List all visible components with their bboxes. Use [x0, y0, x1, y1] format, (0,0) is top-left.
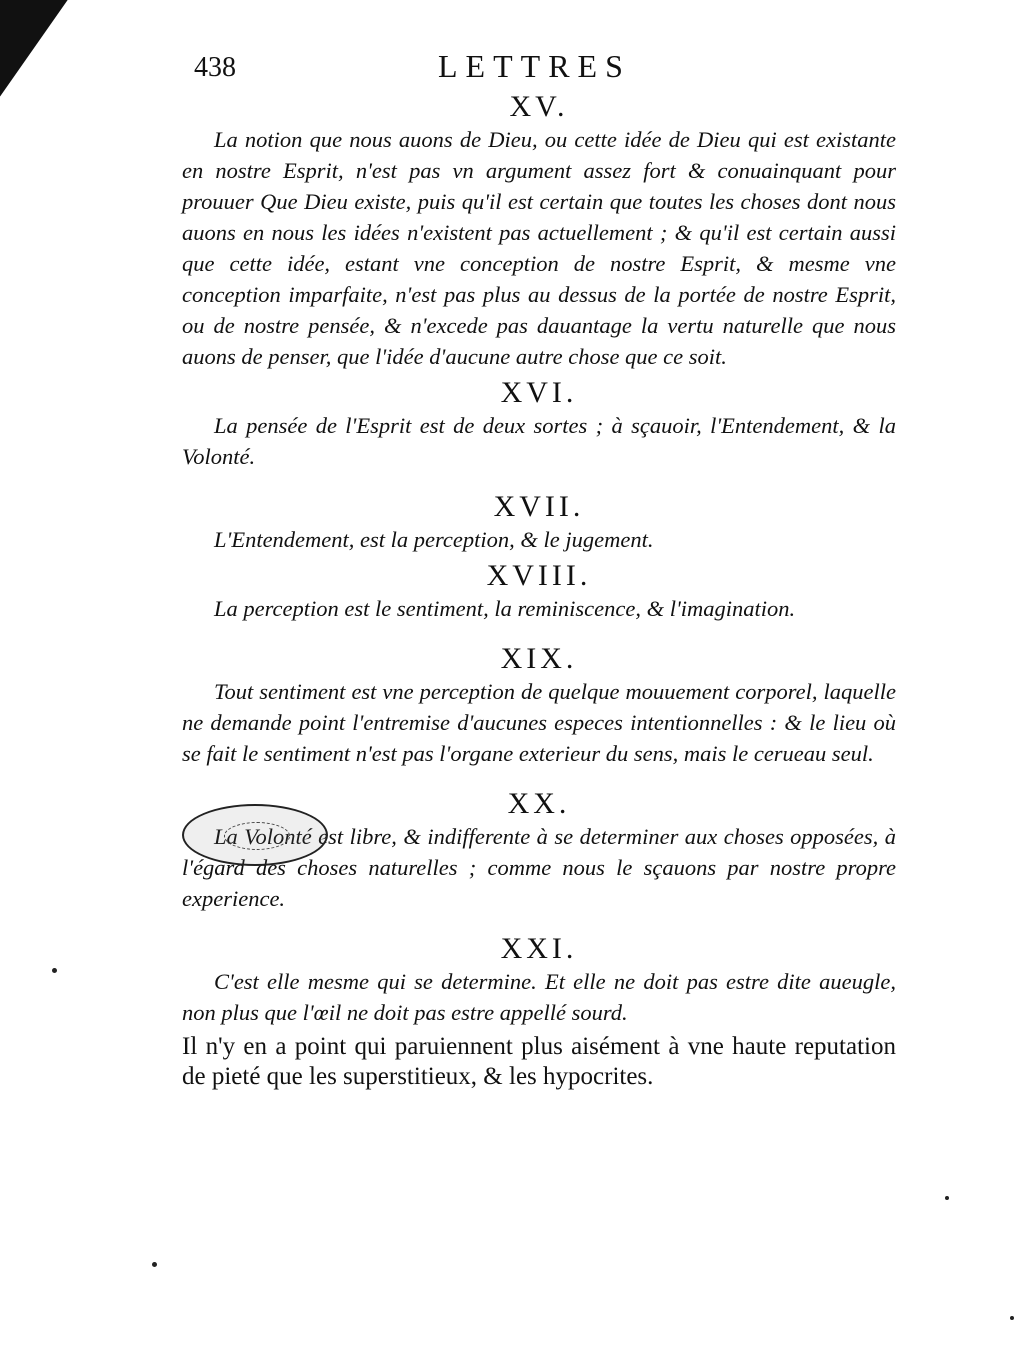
article-text: La perception est le sentiment, la reminiscence, & l'imagination. — [214, 596, 796, 621]
article-text: L'Entendement, est la perception, & le jugement. — [214, 527, 654, 552]
running-title: LETTRES — [438, 48, 631, 84]
paper-speck — [152, 1262, 157, 1267]
article-xxi — [182, 932, 896, 1028]
paper-speck — [1010, 1316, 1014, 1320]
article-xviii — [182, 559, 896, 624]
article-number: XV. — [509, 90, 569, 123]
page-edge-shadow — [0, 0, 69, 96]
article-text: Tout sentiment est vne perception de quelque mouuement corporel, laquelle ne demande point l'entremise d'aucunes especes intentionnelles : & le lieu où se fait le sentiment n'est pas l'organe exterieur du sens, mais le cerueau seul. — [182, 679, 896, 766]
text-column — [182, 46, 896, 1092]
article-xix — [182, 642, 896, 769]
library-stamp — [182, 804, 328, 866]
page-number: 438 — [194, 52, 236, 83]
article-text: C'est elle mesme qui se determine. Et elle ne doit pas estre dite aueugle, non plus que l'œil ne doit pas estre appellé sourd. — [182, 969, 896, 1025]
article-text: La Volonté est libre, & indifferente à se determiner aux choses opposées, à l'égard des choses naturelles ; comme nous le sçauons par nostre propre experience. — [182, 824, 896, 911]
running-head — [182, 46, 896, 90]
article-number: XVII. — [493, 490, 585, 523]
closing-maxim: Il n'y en a point qui paruiennent plus aisément à vne haute reputation de pieté que les superstitieux, & les hypocrites. — [182, 1033, 896, 1090]
article-text: La pensée de l'Esprit est de deux sortes ; à sçauoir, l'Entendement, & la Volonté. — [182, 413, 896, 469]
article-text: La notion que nous auons de Dieu, ou cette idée de Dieu qui est existante en nostre Esprit, n'est pas vn argument assez fort & conuainquant pour prouuer Que Dieu existe, puis qu'il est certain que toutes les choses dont nous auons en nous les idées n'existent pas actuellement ; & qu'il est certain aussi que cette idée, estant vne conception de nostre Esprit, & mesme vne conception imparfaite, n'est pas plus au dessus de la portée de nostre Esprit, ou de nostre pensée, & n'excede pas dauantage la vertu naturelle que nous auons de penser, que l'idée d'aucune autre chose que ce soit. — [182, 127, 896, 369]
paper-speck — [52, 968, 57, 973]
article-number: XVIII. — [486, 559, 592, 592]
paper-speck — [945, 1196, 949, 1200]
article-xvii — [182, 490, 896, 555]
article-number: XX. — [507, 787, 571, 820]
article-xv — [182, 90, 896, 372]
article-number: XIX. — [500, 642, 578, 675]
article-xvi — [182, 376, 896, 472]
article-number: XVI. — [500, 376, 578, 409]
article-number: XXI. — [500, 932, 578, 965]
